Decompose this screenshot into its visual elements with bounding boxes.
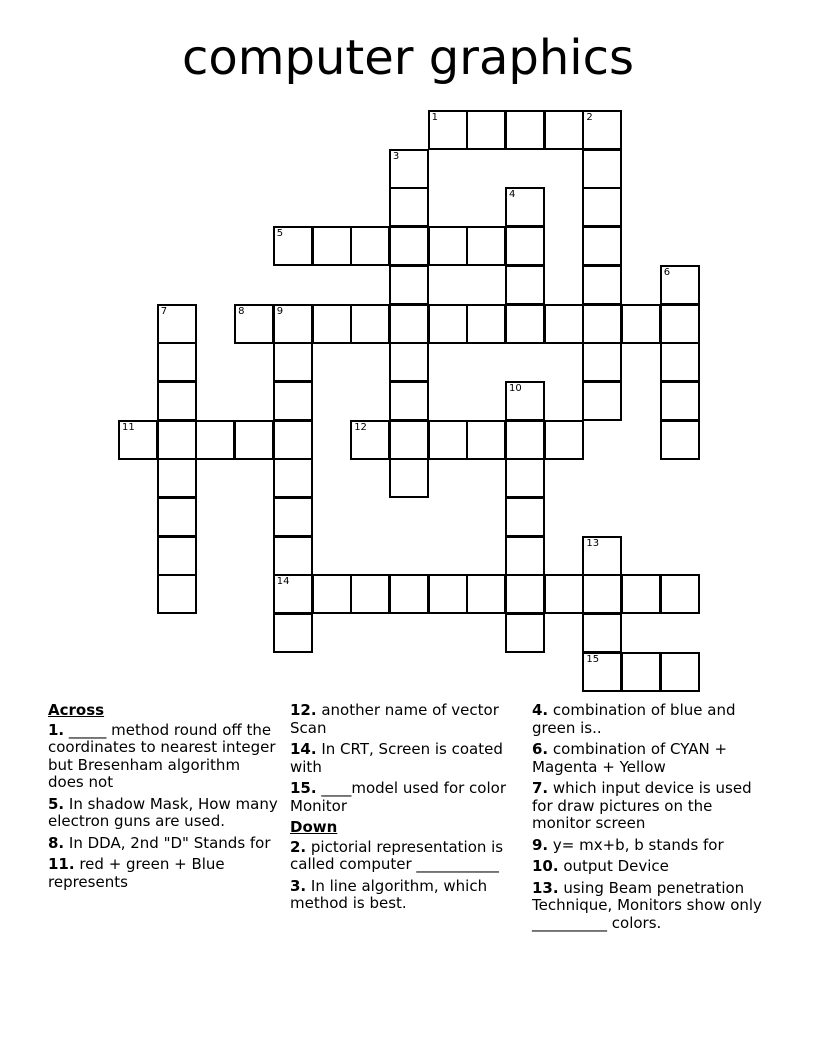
grid-cell[interactable]	[582, 149, 622, 189]
grid-cell[interactable]	[389, 381, 429, 421]
clue-item	[48, 722, 280, 792]
grid-cell[interactable]	[466, 304, 506, 344]
grid-cell[interactable]	[621, 652, 661, 692]
clue-text: using Beam penetration Technique, Monitors show only __________ colors.	[532, 878, 762, 932]
grid-cell[interactable]	[350, 304, 390, 344]
clue-text: combination of CYAN + Magenta + Yellow	[532, 740, 728, 776]
grid-cell[interactable]	[389, 226, 429, 266]
grid-cell[interactable]	[157, 420, 197, 460]
grid-cell[interactable]	[234, 420, 274, 460]
cell-number: 11	[122, 421, 135, 433]
clue-text: _____ method round off the coordinates to nearest integer but Bresenham algorithm does not	[48, 720, 276, 791]
clue-number: 2.	[290, 837, 307, 856]
clues-column-2	[290, 702, 522, 917]
grid-cell[interactable]	[582, 110, 622, 150]
grid-cell[interactable]	[582, 574, 622, 614]
clue-number: 14.	[290, 740, 317, 758]
clue-item	[290, 780, 522, 815]
grid-cell[interactable]	[582, 381, 622, 421]
clue-number: 12.	[290, 701, 317, 719]
cell-number: 2	[586, 112, 593, 123]
down-clue-list-continued	[532, 702, 764, 932]
clue-item	[532, 858, 764, 876]
clue-item	[532, 837, 764, 855]
clue-number: 13.	[532, 878, 559, 897]
clues-column-3	[532, 702, 764, 936]
grid-cell[interactable]	[157, 497, 197, 537]
grid-cell[interactable]	[544, 574, 584, 614]
clue-number: 11.	[48, 855, 75, 873]
clue-item	[48, 796, 280, 831]
clues-column-1	[48, 702, 280, 895]
grid-cell[interactable]	[273, 304, 313, 344]
grid-cell[interactable]	[505, 110, 545, 150]
grid-cell[interactable]	[660, 420, 700, 460]
grid-cell[interactable]	[157, 458, 197, 498]
cell-number: 13	[586, 537, 600, 549]
grid-cell[interactable]	[466, 574, 506, 614]
clue-item	[290, 839, 522, 874]
clue-item	[532, 702, 764, 737]
grid-cell[interactable]	[505, 304, 545, 344]
grid-cell[interactable]	[312, 226, 352, 266]
grid-cell[interactable]	[273, 420, 313, 460]
grid-cell[interactable]	[273, 574, 313, 614]
cell-number: 3	[392, 150, 400, 162]
clue-text: combination of blue and green is..	[532, 701, 736, 737]
clue-item	[532, 780, 764, 833]
clue-item	[290, 741, 522, 776]
clue-text: output Device	[558, 857, 669, 875]
across-heading: Across	[48, 701, 105, 719]
grid-cell[interactable]	[389, 149, 429, 189]
grid-cell[interactable]	[428, 420, 468, 460]
grid-cell[interactable]	[157, 574, 197, 614]
grid-cell[interactable]	[582, 342, 622, 382]
clue-item	[532, 741, 764, 776]
clue-item	[532, 880, 764, 933]
clue-text: y= mx+b, b stands for	[548, 835, 724, 854]
grid-cell[interactable]	[195, 420, 235, 460]
grid-cell[interactable]	[466, 226, 506, 266]
clue-number: 10.	[532, 857, 559, 875]
grid-cell[interactable]	[660, 304, 700, 344]
grid-cell[interactable]	[505, 574, 545, 614]
grid-cell[interactable]	[660, 381, 700, 421]
clue-number: 9.	[532, 835, 549, 854]
grid-cell[interactable]	[660, 574, 700, 614]
grid-cell[interactable]	[157, 381, 197, 421]
clue-text: In line algorithm, which method is best.	[290, 876, 488, 912]
clue-number: 6.	[532, 740, 549, 758]
grid-cell[interactable]	[389, 574, 429, 614]
cell-number: 12	[354, 421, 367, 433]
cell-number: 7	[160, 305, 168, 317]
grid-cell[interactable]	[428, 304, 468, 344]
grid-cell[interactable]	[582, 226, 622, 266]
grid-cell[interactable]	[273, 536, 313, 576]
grid-cell[interactable]	[273, 613, 313, 653]
cell-number: 1	[431, 112, 438, 123]
grid-cell[interactable]	[660, 265, 700, 305]
grid-cell[interactable]	[389, 265, 429, 305]
grid-cell[interactable]	[389, 342, 429, 382]
cell-number: 10	[509, 382, 522, 394]
grid-cell[interactable]	[582, 613, 622, 653]
grid-cell[interactable]	[466, 420, 506, 460]
clue-number: 4.	[532, 701, 549, 719]
clue-item	[48, 835, 280, 853]
grid-cell[interactable]	[544, 110, 584, 150]
grid-cell[interactable]	[234, 304, 274, 344]
grid-cell[interactable]	[621, 574, 661, 614]
cell-number: 4	[509, 189, 516, 201]
cell-number: 8	[238, 305, 245, 317]
grid-cell[interactable]	[157, 342, 197, 382]
grid-cell[interactable]	[582, 536, 622, 576]
grid-cell[interactable]	[428, 574, 468, 614]
clue-text: In DDA, 2nd "D" Stands for	[64, 833, 271, 852]
clue-number: 8.	[48, 833, 65, 852]
cell-number: 15	[586, 653, 600, 665]
cell-number: 6	[663, 266, 671, 278]
clue-item	[290, 878, 522, 913]
grid-cell[interactable]	[118, 420, 158, 460]
grid-cell[interactable]	[389, 458, 429, 498]
clue-number: 15.	[290, 779, 317, 797]
grid-cell[interactable]	[505, 613, 545, 653]
across-clue-list	[48, 722, 280, 892]
clue-text: red + green + Blue represents	[48, 855, 225, 891]
across-clue-list-continued	[290, 702, 522, 815]
grid-cell[interactable]	[582, 265, 622, 305]
grid-cell[interactable]	[505, 420, 545, 460]
grid-cell[interactable]	[505, 381, 545, 421]
grid-cell[interactable]	[466, 110, 506, 150]
grid-cell[interactable]	[621, 304, 661, 344]
grid-cell[interactable]	[582, 304, 622, 344]
grid-cell[interactable]	[428, 226, 468, 266]
clue-text: which input device is used for draw pictures on the monitor screen	[532, 779, 752, 832]
grid-cell[interactable]	[505, 497, 545, 537]
grid-cell[interactable]	[505, 226, 545, 266]
clue-text: pictorial representation is called computer ___________	[290, 837, 504, 873]
grid-cell[interactable]	[505, 536, 545, 576]
puzzle-title: computer graphics	[182, 30, 634, 86]
grid-cell[interactable]	[312, 304, 352, 344]
grid-cell[interactable]	[389, 304, 429, 344]
grid-cell[interactable]	[505, 265, 545, 305]
grid-cell[interactable]	[505, 458, 545, 498]
grid-cell[interactable]	[273, 497, 313, 537]
grid-cell[interactable]	[157, 536, 197, 576]
grid-cell[interactable]	[505, 187, 545, 227]
cell-number: 14	[276, 576, 290, 588]
grid-cell[interactable]	[660, 342, 700, 382]
clue-text: In CRT, Screen is coated with	[290, 740, 503, 776]
grid-cell[interactable]	[273, 226, 313, 266]
clue-text: another name of vector Scan	[290, 701, 499, 737]
grid-cell[interactable]	[582, 652, 622, 692]
grid-cell[interactable]	[428, 110, 468, 150]
grid-cell[interactable]	[544, 420, 584, 460]
grid-cell[interactable]	[273, 458, 313, 498]
clue-item	[290, 702, 522, 737]
cell-number: 9	[276, 305, 284, 317]
clue-number: 1.	[48, 720, 65, 739]
down-clue-list	[290, 839, 522, 913]
clue-number: 5.	[48, 794, 65, 813]
cell-number: 5	[276, 228, 284, 240]
grid-cell[interactable]	[350, 574, 390, 614]
down-heading: Down	[290, 818, 338, 836]
grid-cell[interactable]	[350, 226, 390, 266]
grid-cell[interactable]	[273, 342, 313, 382]
grid-cell[interactable]	[582, 187, 622, 227]
clue-text: In shadow Mask, How many electron guns are used.	[48, 794, 278, 830]
clue-number: 7.	[532, 779, 549, 797]
clue-item	[48, 856, 280, 891]
grid-cell[interactable]	[544, 304, 584, 344]
grid-cell[interactable]	[312, 574, 352, 614]
clue-number: 3.	[290, 876, 307, 895]
clue-text: ____model used for color Monitor	[290, 779, 506, 815]
grid-cell[interactable]	[660, 652, 700, 692]
grid-cell[interactable]	[389, 420, 429, 460]
grid-cell[interactable]	[350, 420, 390, 460]
grid-cell[interactable]	[273, 381, 313, 421]
grid-cell[interactable]	[389, 187, 429, 227]
grid-cell[interactable]	[157, 304, 197, 344]
